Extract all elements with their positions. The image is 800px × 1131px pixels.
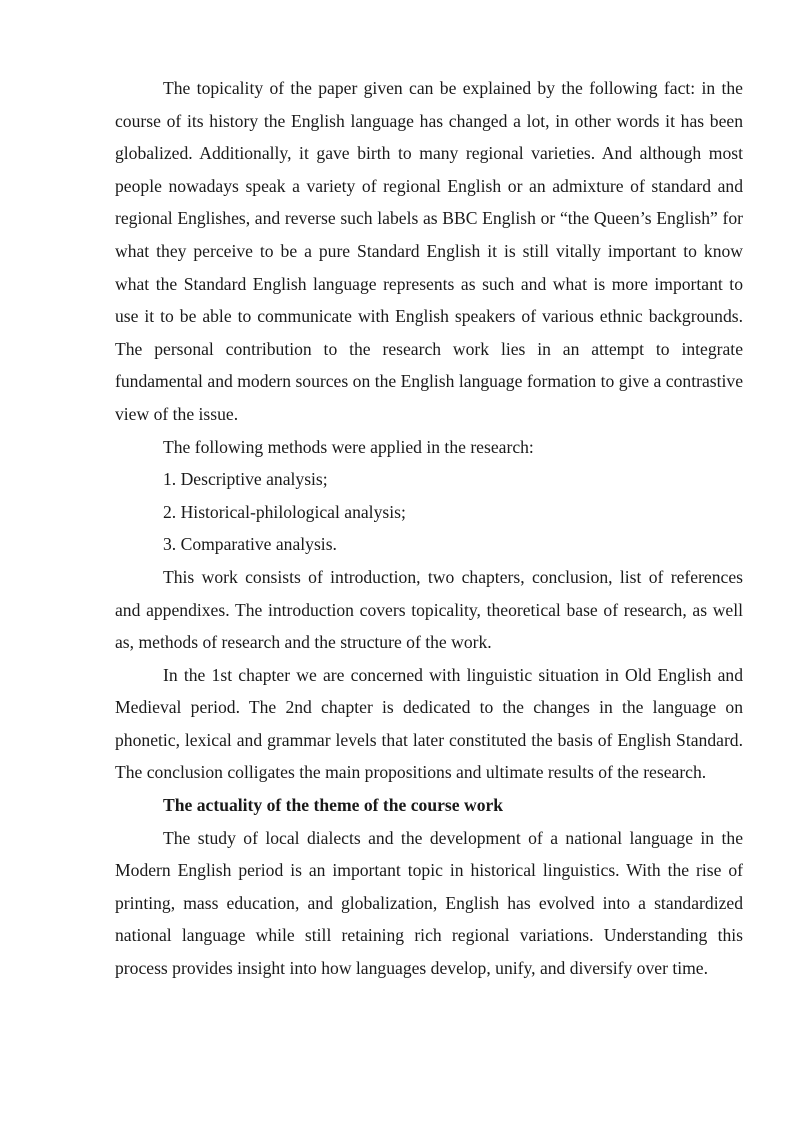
paragraph-methods-intro: The following methods were applied in the research:	[163, 436, 534, 457]
document-body	[115, 72, 743, 985]
paragraph-chapters: In the 1st chapter we are concerned with linguistic situation in Old English and Medieval period. The 2nd chapter is dedicated to the changes in the language on phonetic, lexical and grammar levels that later constituted the basis of English Standard. The conclusion colligates the main propositions and ultimate results of the research.	[115, 664, 743, 783]
method-item: 2. Historical-philological analysis;	[163, 501, 406, 522]
paragraph-structure: This work consists of introduction, two chapters, conclusion, list of references and appendixes. The introduction covers topicality, theoretical base of research, as well as, methods of research and the structure of the work.	[115, 566, 743, 653]
method-item: 3. Comparative analysis.	[163, 534, 337, 555]
section-heading: The actuality of the theme of the course work	[163, 795, 504, 816]
paragraph-actuality: The study of local dialects and the development of a national language in the Modern English period is an important topic in historical linguistics. With the rise of printing, mass education, and globalization, English has evolved into a standardized national language while still retaining rich regional variations. Understanding this process provides insight into how languages develop, unify, and diversify over time.	[115, 827, 743, 979]
method-item: 1. Descriptive analysis;	[163, 469, 328, 490]
paragraph-topicality: The topicality of the paper given can be explained by the following fact: in the course of its history the English language has changed a lot, in other words it has been globalized. Additionally, it gave birth to many regional varieties. And although most people nowadays speak a variety of regional English or an admixture of standard and regional Englishes, and reverse such labels as BBC English or “the Queen’s English” for what they perceive to be a pure Standard English it is still vitally important to know what the Standard English language represents as such and what is more important to use it to be able to communicate with English speakers of various ethnic backgrounds. The personal contribution to the research work lies in an attempt to integrate fundamental and modern sources on the English language formation to give a contrastive view of the issue.	[115, 78, 743, 424]
